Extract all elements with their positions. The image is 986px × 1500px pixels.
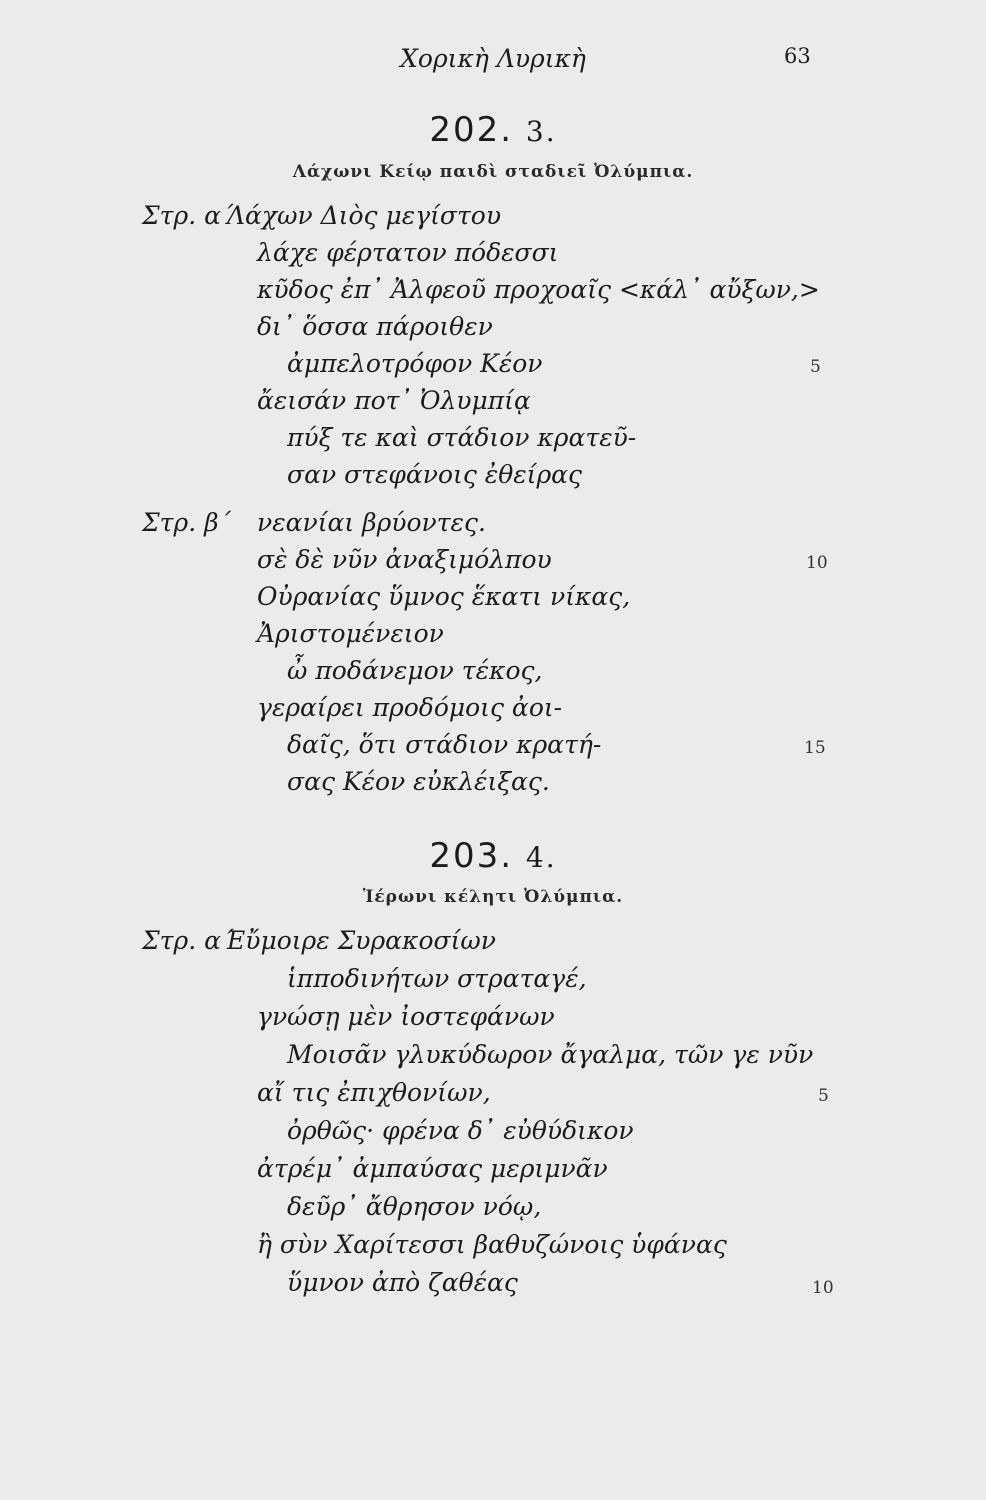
verse-line: Ἀριστομένειον (257, 619, 444, 648)
verse-line: ἀτρέμ᾽ ἀμπαύσας μεριμνᾶν (257, 1154, 608, 1183)
running-title: Χορικὴ Λυρικὴ (400, 44, 586, 73)
line-number: 15 (804, 738, 826, 758)
verse-line: γεραίρει προδόμοις ἀοι- (257, 693, 563, 722)
verse-line: λάχε φέρτατον πόδεσσι (257, 238, 559, 267)
verse-line: Λάχων Διὸς μεγίστου (227, 201, 502, 230)
strophe-label: Στρ. α΄ (142, 201, 234, 230)
verse-line: σαν στεφάνοις ἐθείρας (287, 460, 583, 489)
line-number: 10 (812, 1278, 834, 1298)
verse-line: νεανίαι βρύοντες. (257, 508, 486, 537)
verse-line: Εὔμοιρε Συρακοσίων (227, 926, 496, 955)
verse-line: σὲ δὲ νῦν ἀναξιμόλπου (257, 545, 552, 574)
verse-line: ὦ ποδάνεμον τέκος, (287, 656, 543, 685)
line-number: 5 (818, 1086, 829, 1106)
verse-line: πύξ τε καὶ στάδιον κρατεῦ- (287, 423, 637, 452)
poem-heading-202: Λάχωνι Κείῳ παιδὶ σταδιεῖ Ὀλύμπια. (292, 162, 694, 182)
strophe-label: Στρ. α΄ (142, 926, 234, 955)
verse-line: κῦδος ἐπ᾽ Ἀλφεοῦ προχοαῖς <κάλ᾽ αὔξων,> (257, 275, 820, 304)
verse-line: ἢ σὺν Χαρίτεσσι βαθυζώνοις ὑφάνας (257, 1230, 727, 1259)
verse-line: δεῦρ᾽ ἄθρησον νόῳ, (287, 1192, 542, 1221)
page-number: 63 (784, 44, 811, 68)
verse-line: ἄεισάν ποτ᾽ Ὀλυμπίᾳ (257, 386, 531, 415)
poem-number: 202. (429, 110, 514, 150)
verse-line: δι᾽ ὅσσα πάροιθεν (257, 312, 493, 341)
verse-line: ἀμπελοτρόφον Κέον (287, 349, 543, 378)
verse-line: γνώσῃ μὲν ἰοστεφάνων (257, 1002, 555, 1031)
verse-line: ὀρθῶς· φρένα δ᾽ εὐθύδικον (287, 1116, 634, 1145)
verse-line: δαῖς, ὅτι στάδιον κρατή- (287, 730, 602, 759)
verse-line: αἴ τις ἐπιχθονίων, (257, 1078, 491, 1107)
poem-number-203 (0, 836, 986, 876)
line-number: 10 (806, 553, 828, 573)
poem-number: 203. (429, 836, 514, 876)
strophe-label: Στρ. β΄ (142, 508, 232, 537)
verse-line: Οὐρανίας ὕμνος ἕκατι νίκας, (257, 582, 631, 611)
poem-number-202 (0, 110, 986, 150)
poem-heading-203: Ἱέρωνι κέλητι Ὀλύμπια. (362, 887, 624, 907)
verse-line: ἱπποδινήτων στραταγέ, (287, 964, 587, 993)
poem-subnumber: 3. (525, 115, 557, 148)
verse-line: σας Κέον εὐκλέιξας. (287, 767, 550, 796)
verse-line: Μοισᾶν γλυκύδωρον ἄγαλμα, τῶν γε νῦν (287, 1040, 814, 1069)
line-number: 5 (810, 357, 821, 377)
verse-line: ὕμνον ἀπὸ ζαθέας (287, 1268, 518, 1297)
poem-subnumber: 4. (525, 841, 557, 874)
